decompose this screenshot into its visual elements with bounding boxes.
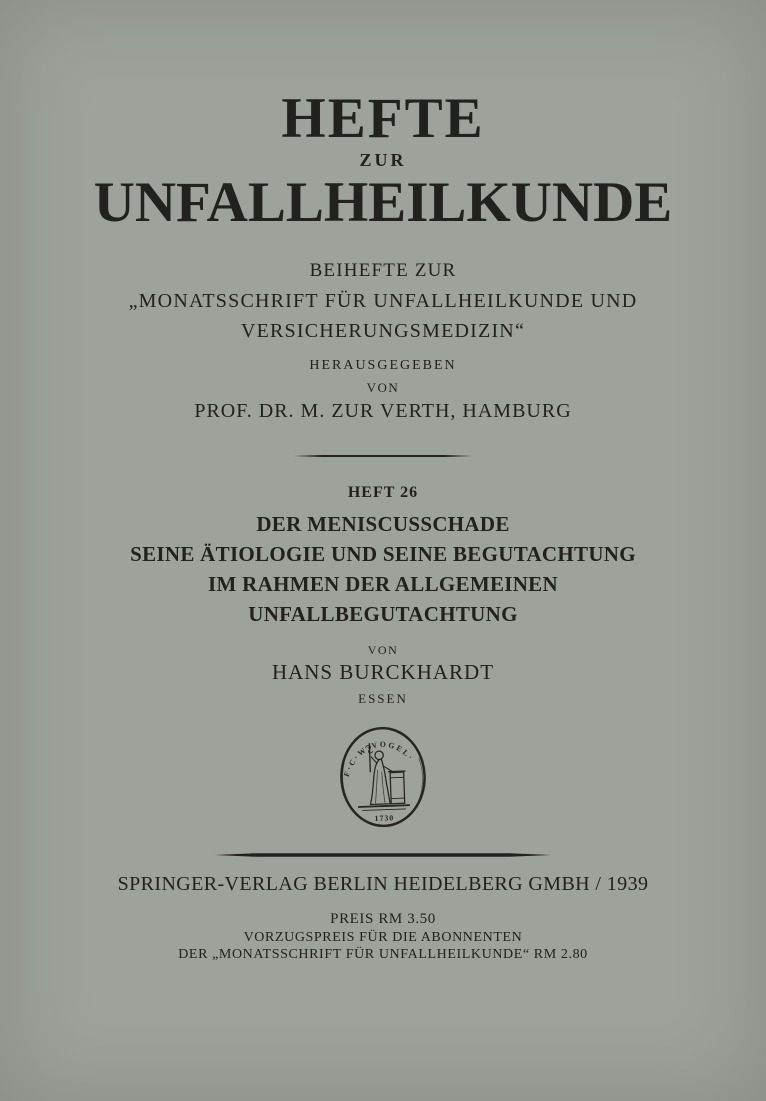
issue-title-line4: UNFALLBEGUTACHTUNG [248,602,518,626]
author-name: HANS BURCKHARDT [271,660,495,684]
series-subtitle-line2: „MONATSSCHRIFT FÜR UNFALLHEILKUNDE UND [128,290,638,312]
issue-number-label: HEFT 26 [347,484,419,501]
price-line: PREIS RM 3.50 [330,911,436,927]
seal-year-text: 1730 [374,813,395,823]
masthead-title-line3: UNFALLHEILKUNDE [93,171,673,234]
masthead-title-line2: ZUR [359,150,407,170]
author-by-label: VON [367,643,399,657]
issue-title-line2: SEINE ÄTIOLOGIE UND SEINE BEGUTACHTUNG [130,542,636,566]
swelled-divider-rule-top [294,453,472,459]
masthead-title-line1: HEFTE [281,87,485,150]
author-city: ESSEN [358,691,408,706]
series-subtitle-line3: VERSICHERUNGSMEDIZIN“ [240,320,526,342]
seal-publisher-text: F·C·W·VOGEL· [341,739,416,778]
editor-name: PROF. DR. M. ZUR VERTH, HAMBURG [194,400,572,422]
subscriber-price-line2: DER „MONATSSCHRIFT FÜR UNFALLHEILKUNDE“ RM 2.80 [178,947,588,962]
edited-label: HERAUSGEGEBEN [309,358,457,373]
publisher-seal-icon [334,722,432,831]
issue-title-line1: DER MENISCUSSCHADE [256,512,510,536]
edited-by-label: VON [366,380,400,395]
swelled-divider-rule-bottom [215,851,551,859]
series-subtitle-line1: BEIHEFTE ZUR [309,260,457,281]
subscriber-price-line1: VORZUGSPREIS FÜR DIE ABONNENTEN [243,930,523,945]
publisher-imprint: SPRINGER-VERLAG BERLIN HEIDELBERG GMBH / 1939 [117,873,649,895]
issue-title-line3: IM RAHMEN DER ALLGEMEINEN [208,572,558,596]
